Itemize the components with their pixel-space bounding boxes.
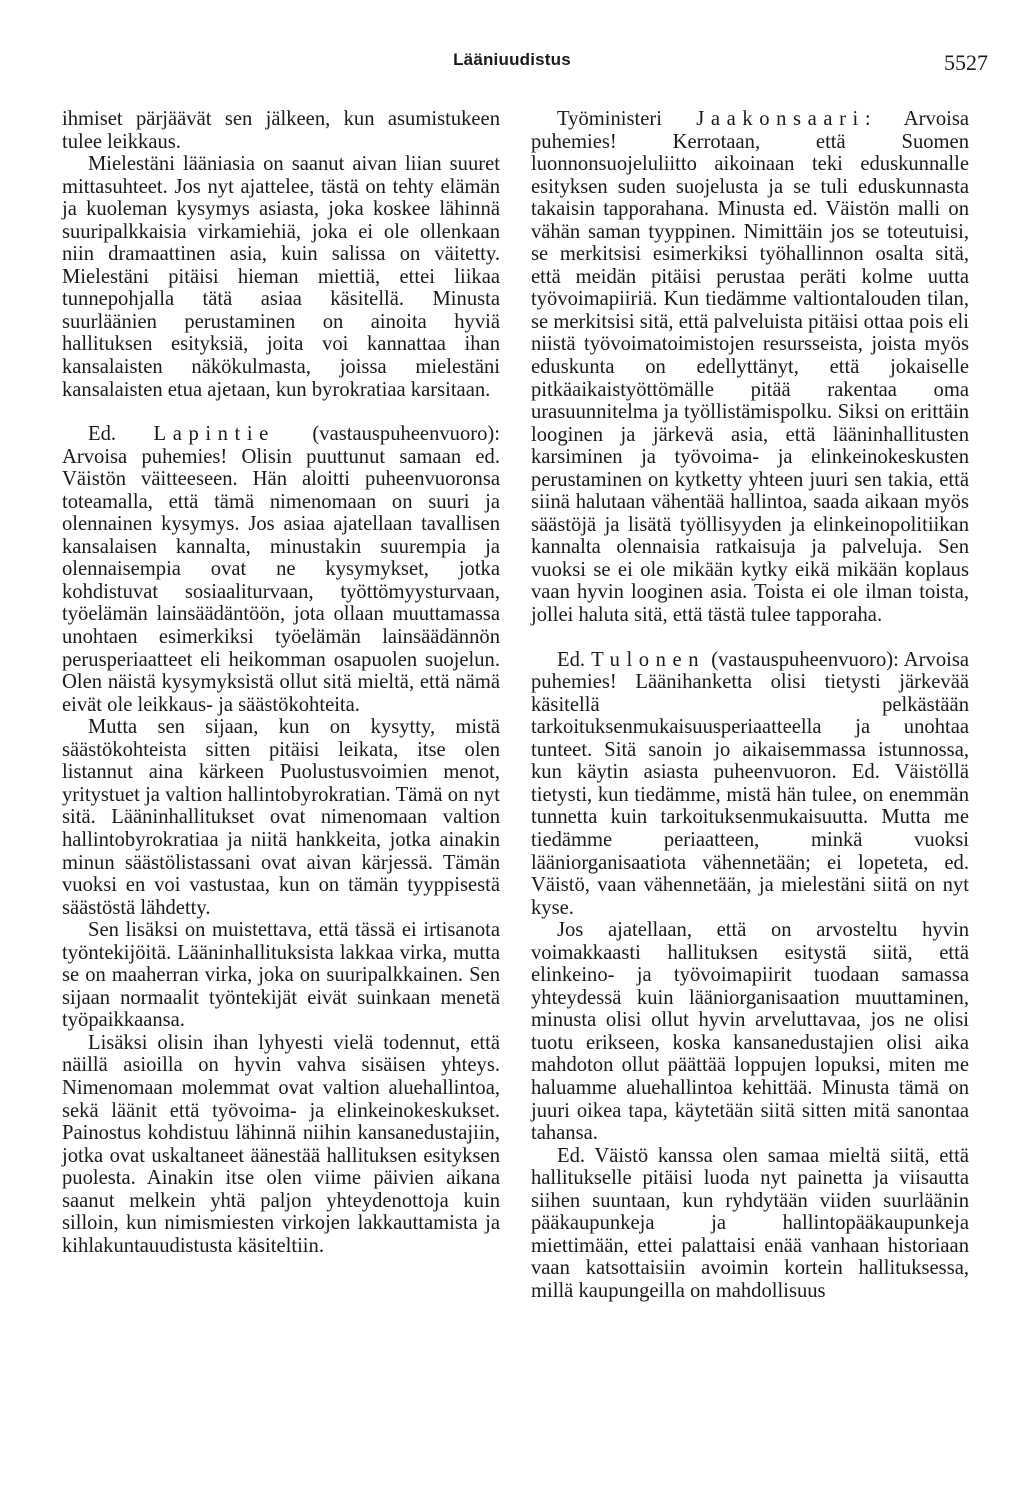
right-column bbox=[531, 108, 969, 1302]
speaker-name: Jaakonsaari bbox=[696, 108, 865, 130]
speech-text: (vastauspuheenvuoro): Arvoisa puhemies! Olisin puuttunut samaan ed. Väistön väitteeseen. Hän aloitti puheenvuoronsa toteamalla, että tämä nimenomaan on suuri ja olennainen kysymys. Jos asiaa ajatellaan tavallisen kansalaisen kannalta, minustakin suurempia ja olennaisempia ovat ne kysymykset, jotka kohdistuvat sosiaaliturvaan, työttömyysturvaan, työelämän lainsäädäntöön, jota ollaan muuttamassa unohtaen esimerkiksi työelämän lainsäädännön perusperiaatteet eli heikomman osapuolen suojelun. Olen näistä kysymyksistä ollut sitä mieltä, että nämä eivät ole leikkaus- ja säästökohteita. bbox=[62, 423, 500, 716]
paragraph: Jos ajatellaan, että on arvosteltu hyvin voimakkaasti hallituksen esitystä siitä, että elinkeino- ja työvoimapiirit tuodaan samassa yhteydessä kuin lääniorganisaation muuttaminen, minusta olisi ollut hyvin arveluttavaa, jos ne olisi tuotu erikseen, koska kansanedustajien olisi aika mahdoton ollut päättää loppujen lopuksi, miten me haluamme aluehallintoa kehittää. Minusta tämä on juuri oikea tapa, käytetään siitä sitten mitä sanontaa tahansa. bbox=[531, 919, 969, 1145]
page-number: 5527 bbox=[944, 50, 988, 75]
paragraph: Ed. Väistö kanssa olen samaa mieltä siitä, että hallitukselle pitäisi luoda nyt painetta ja viisautta siihen suuntaan, kun ryhdytään viiden suurläänin pääkaupunkeja ja hallintopääkaupunkeja miettimään, ettei palattaisi enää vanhaan historiaan vaan katsottaisiin avoimin kortein hallituksessa, millä kaupungeilla on mahdollisuus bbox=[531, 1144, 969, 1302]
paragraph: Sen lisäksi on muistettava, että tässä ei irtisanota työntekijöitä. Lääninhallituksista lakkaa virka, mutta se on maaherran virka, joka on suuripalkkainen. Sen sijaan normaalit työntekijät eivät suinkaan menetä työpaikkaansa. bbox=[62, 919, 500, 1032]
left-column bbox=[62, 108, 500, 1257]
speech-prefix: Työministeri bbox=[557, 108, 697, 130]
page-header-title: Lääniuudistus bbox=[453, 50, 571, 69]
paragraph: ihmiset pärjäävät sen jälkeen, kun asumistukeen tulee leikkaus. bbox=[62, 108, 500, 153]
speech-paragraph bbox=[531, 108, 969, 627]
paragraph: Lisäksi olisin ihan lyhyesti vielä todennut, että näillä asioilla on hyvin vahva sisäisen yhteys. Nimenomaan molemmat ovat valtion aluehallintoa, sekä läänit että työvoima- ja elinkeinokeskukset. Painostus kohdistuu lähinnä niihin kansanedustajiin, jotka ovat uskaltaneet äänestää hallituksen esityksen puolesta. Ainakin itse olen viime päivien aikana saanut melkein yhtä paljon yhteydenottoja kuin silloin, kun nimismiesten virkojen lakkauttamista ja kihlakuntauudistusta käsiteltiin. bbox=[62, 1031, 500, 1257]
speech-text: : Arvoisa puhemies! Kerrotaan, että Suomen luonnonsuojeluliitto aikoinaan teki eduskunnalle esityksen suden suojelusta ja se tuli eduskunnasta takaisin tapporahana. Minusta ed. Väistön malli on vähän saman tyyppinen. Nimittäin jos se toteutuisi, se merkitsisi esimerkiksi työhallinnon osalta sitä, että meidän pitäisi perustaa peräti kolme uutta työvoimapiiriä. Kun tiedämme valtiontalouden tilan, se merkitsisi sitä, että palveluista pitäisi ottaa pois eli niistä työvoimatoimistojen resursseista, joista myös eduskunta on edellyttänyt, että jokaiselle pitkäaikaistyöttömälle pitää rakentaa oma urasuunnitelma ja työllistämispolku. Siksi on erittäin looginen ja järkevä asia, että lääninhallitusten karsiminen ja työvoima- ja elinkeinokeskusten perustaminen on kytketty yhteen juuri sen takia, että siinä halutaan vähentää hallintoa, saada aikaan myös säästöjä ja lisätä työllisyyden ja elinkeinopolitiikan kannalta olennaisia ratkaisuja ja palveluja. Sen vuoksi se ei ole mikään kytky eikä mikään koplaus vaan hyvin looginen asia. Toista ei ole ilman toista, jollei haluta sitä, että tästä tulee tapporaha. bbox=[531, 108, 969, 627]
paragraph: Mutta sen sijaan, kun on kysytty, mistä säästökohteista sitten pitäisi leikata, itse olen listannut aina kärkeen Puolustusvoimien menot, yritystuet ja valtion hallintobyrokratian. Tämä on nyt sitä. Lääninhallitukset ovat nimenomaan valtion hallintobyrokratiaa ja niitä hankkeita, jotka ainakin minun säästölistassani ovat aivan kärjessä. Tämän vuoksi en voi vastustaa, kun on tämän tyyppisestä säästöstä lähdetty. bbox=[62, 716, 500, 919]
speaker-name: Tulonen bbox=[591, 648, 706, 671]
speech-prefix: Ed. bbox=[88, 423, 154, 446]
speech-paragraph bbox=[62, 423, 500, 716]
speech-text: (vastauspuheenvuoro): Arvoisa puhemies! Läänihanketta olisi tietysti järkevää käsitellä pelkästään tarkoituksenmukaisuusperiaatteella ja unohtaa tunteet. Sitä sanoin jo aikaisemmassa istunnossa, kun käytin asiasta puheenvuoron. Ed. Väistöllä tietysti, kun tiedämme, mistä hän tulee, on enemmän tunnetta kuin tarkoituksenmukaisuutta. Mutta me tiedämme periaatteen, minkä vuoksi lääniorganisaatiota vähennetään; ei lopeteta, ed. Väistö, vaan vähennetään, ja mielestäni siitä on nyt kyse. bbox=[531, 648, 969, 919]
speaker-name: Lapintie bbox=[153, 423, 275, 446]
speech-paragraph bbox=[531, 649, 969, 920]
speech-prefix: Ed. bbox=[557, 648, 592, 671]
paragraph: Mielestäni lääniasia on saanut aivan liian suuret mittasuhteet. Jos nyt ajattelee, tästä on tehty elämän ja kuoleman kysymys asiasta, joka koskee lähinnä suuripalkkaisia virkamiehiä, joka ei ole ollenkaan niin dramaattinen asia, kuin salissa on väitetty. Mielestäni pitäisi hieman miettiä, ettei liikaa tunnepohjalla tätä asiaa käsitellä. Minusta suurläänien perustaminen on ainoita hyviä hallituksen esityksiä, joita voi kannattaa ihan kansalaisten näkökulmasta, joissa mielestäni kansalaisten etua ajetaan, kun byrokratiaa karsitaan. bbox=[62, 153, 500, 401]
